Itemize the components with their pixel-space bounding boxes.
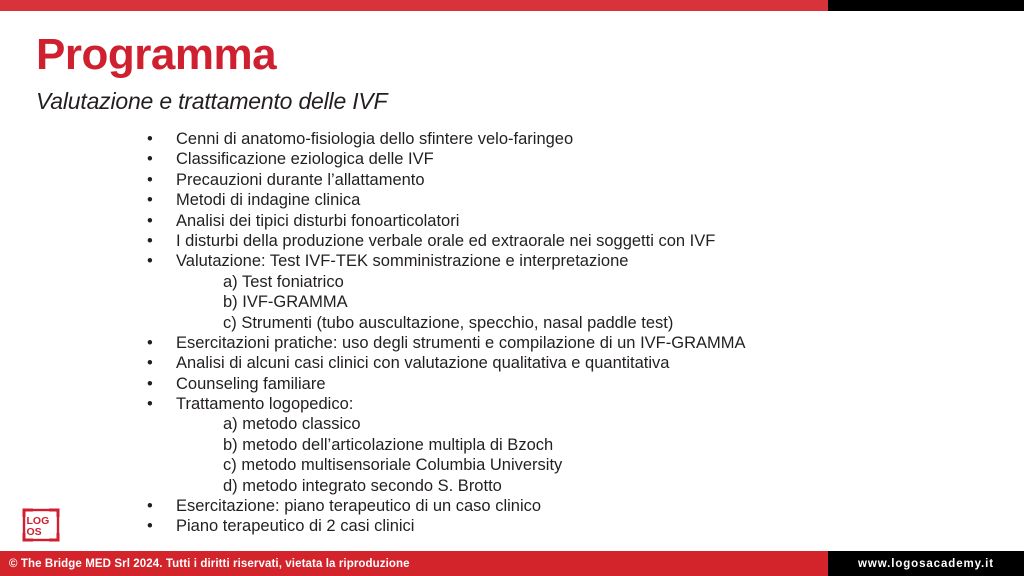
program-item-label: Counseling familiare (176, 374, 326, 393)
bullet-icon: • (147, 231, 153, 250)
program-item-label: Trattamento logopedico: (176, 395, 354, 414)
program-item-label: Esercitazioni pratiche: uso degli strumenti e compilazione di un IVF-GRAMMA (176, 333, 746, 352)
program-bullet-item (146, 190, 1006, 210)
bullet-icon: • (147, 130, 153, 148)
program-sub-item (146, 476, 1006, 496)
program-bullet-item (146, 211, 1006, 231)
program-item-label: c) metodo multisensoriale Columbia University (223, 456, 563, 475)
program-bullet-item (146, 231, 1006, 251)
program-bullet-item (146, 251, 1006, 271)
footer-copyright-text: © The Bridge MED Srl 2024. Tutti i diritti riservati, vietata la riproduzione (9, 557, 410, 570)
program-bullet-item (146, 496, 1006, 516)
program-item-label: Esercitazione: piano terapeutico di un caso clinico (176, 497, 542, 516)
footer-website-link[interactable]: www.logosacademy.it (858, 557, 994, 570)
bullet-icon: • (147, 354, 153, 373)
program-bullet-item (146, 170, 1006, 190)
bullet-icon: • (147, 517, 153, 536)
program-bullet-item (146, 516, 1006, 536)
footer-black-segment (828, 551, 1024, 576)
program-item-label: I disturbi della produzione verbale orale ed extraorale nei soggetti con IVF (176, 231, 716, 250)
program-bullet-item (146, 129, 1006, 149)
program-bullet-item (146, 394, 1006, 414)
bullet-icon: • (147, 170, 153, 189)
bullet-icon: • (147, 211, 153, 230)
program-sub-item (146, 455, 1006, 475)
bullet-icon: • (147, 333, 153, 352)
program-item-label: Piano terapeutico di 2 casi clinici (176, 517, 415, 536)
program-item-label: Cenni di anatomo-fisiologia dello sfintere velo-faringeo (176, 130, 574, 148)
program-item-label: Analisi di alcuni casi clinici con valutazione qualitativa e quantitativa (176, 354, 670, 373)
svg-text:LOG: LOG (26, 515, 50, 527)
program-bullet-item (146, 374, 1006, 394)
program-bullet-item (146, 333, 1006, 353)
bullet-icon: • (147, 497, 153, 516)
program-item-label: a) Test foniatrico (223, 272, 344, 291)
program-item-label: Classificazione eziologica delle IVF (176, 150, 434, 169)
page-title: Programma (36, 30, 277, 79)
program-item-label: Metodi di indagine clinica (176, 191, 361, 210)
program-item-label: c) Strumenti (tubo auscultazione, specchio, nasal paddle test) (223, 313, 674, 332)
top-accent-bar-red-segment (0, 0, 828, 11)
program-sub-item (146, 414, 1006, 434)
program-item-label: d) metodo integrato secondo S. Brotto (223, 476, 502, 495)
program-sub-item (146, 435, 1006, 455)
program-sub-item (146, 272, 1006, 292)
program-item-label: Analisi dei tipici disturbi fonoarticolatori (176, 211, 460, 230)
program-list (146, 129, 1006, 537)
page-subtitle: Valutazione e trattamento delle IVF (36, 88, 388, 114)
program-bullet-item (146, 149, 1006, 169)
top-accent-bar (0, 0, 1024, 11)
footer-red-segment (0, 551, 828, 576)
top-accent-bar-black-segment (828, 0, 1024, 11)
bullet-icon: • (147, 252, 153, 271)
logos-logo (22, 508, 60, 542)
program-item-label: Precauzioni durante l’allattamento (176, 170, 425, 189)
program-item-label: a) metodo classico (223, 415, 361, 434)
bullet-icon: • (147, 150, 153, 169)
program-item-label: b) IVF-GRAMMA (223, 293, 348, 312)
bullet-icon: • (147, 191, 153, 210)
program-sub-item (146, 313, 1006, 333)
program-item-label: b) metodo dell’articolazione multipla di Bzoch (223, 435, 554, 454)
bullet-icon: • (147, 395, 153, 414)
program-bullet-item (146, 353, 1006, 373)
program-item-label: Valutazione: Test IVF-TEK somministrazione e interpretazione (176, 252, 629, 271)
bullet-icon: • (147, 374, 153, 393)
svg-text:OS: OS (26, 526, 42, 538)
footer-bar (0, 551, 1024, 576)
program-sub-item (146, 292, 1006, 312)
